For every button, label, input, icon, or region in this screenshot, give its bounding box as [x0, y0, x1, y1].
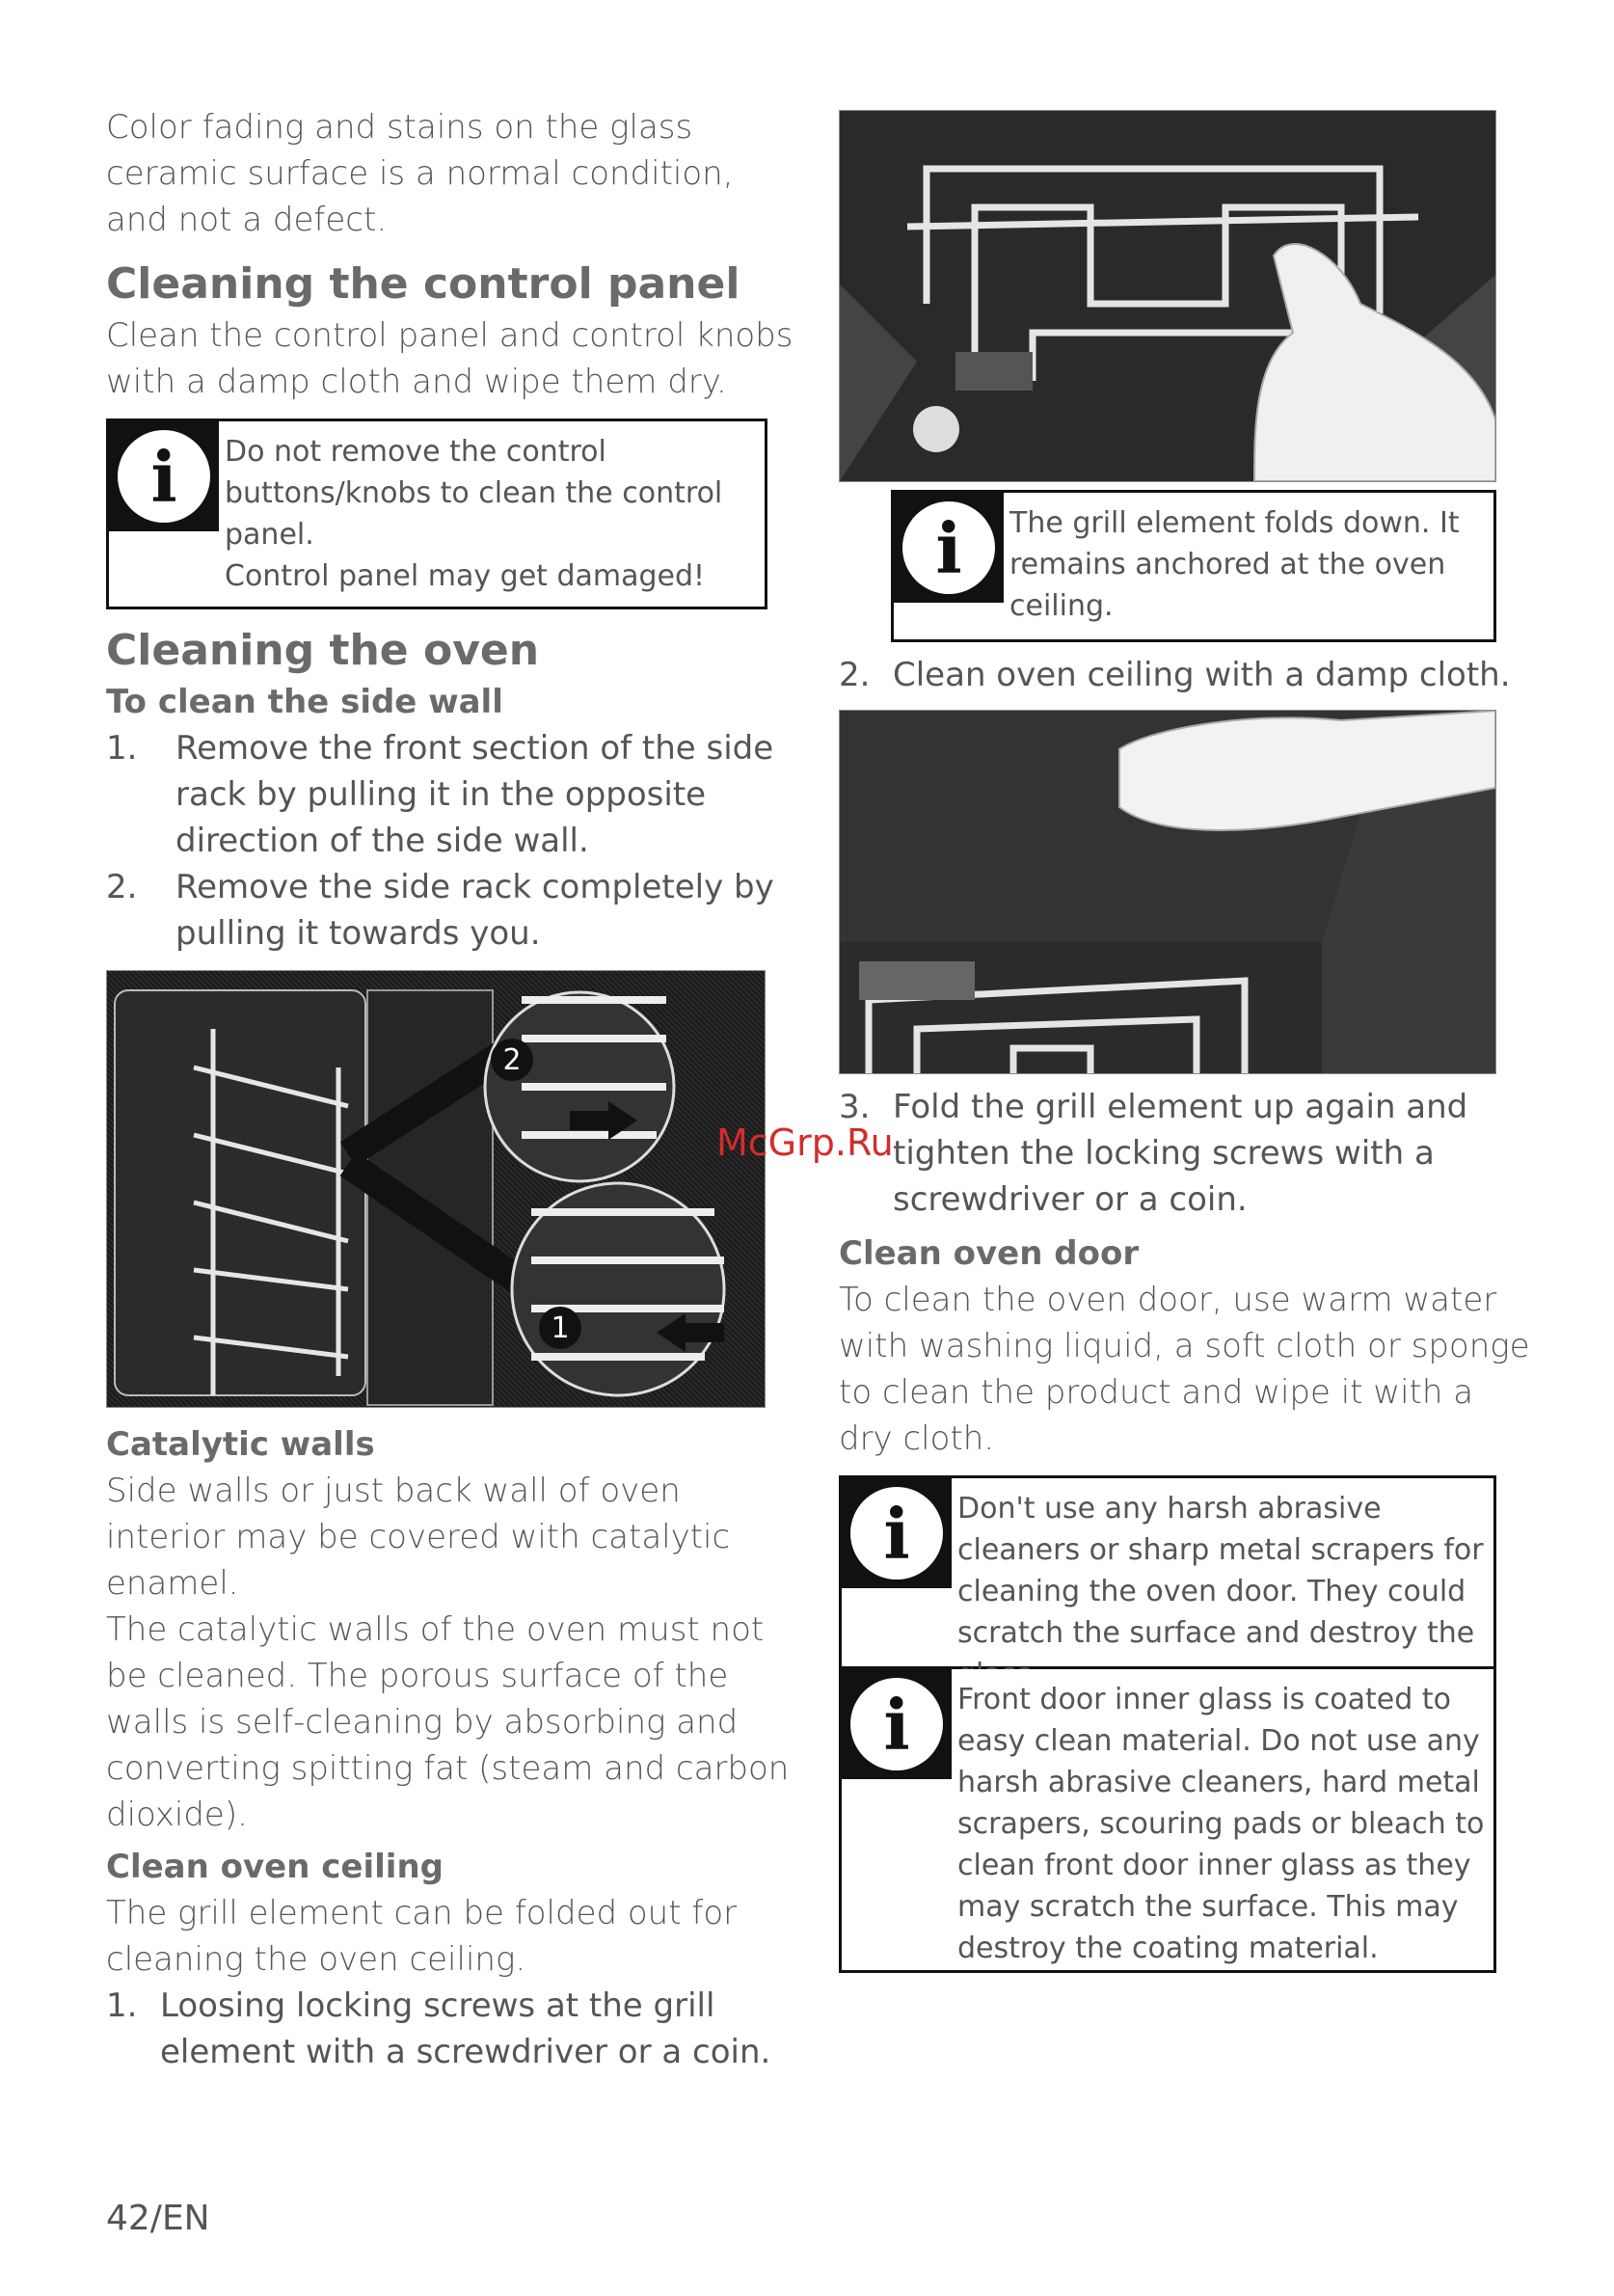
intro-text: Color fading and stains on the glass ceramic surface is a normal condition, and not a defect. — [106, 108, 734, 239]
ceiling-step-3 — [839, 1084, 1533, 1223]
heading-catalytic: Catalytic walls — [106, 1425, 375, 1464]
ceiling-wipe-figure — [839, 710, 1496, 1074]
heading-clean-oven-door: Clean oven door — [839, 1234, 1140, 1273]
page-number: 42/EN — [106, 2199, 210, 2238]
side-rack-illustration — [107, 971, 765, 1407]
oven-door-text: To clean the oven door, use warm water with washing liquid, a soft cloth or sponge to clean the product and wipe it with a dry cloth. — [839, 1281, 1530, 1458]
oven-door-notes — [839, 1475, 1496, 1973]
note-grill-folds-text: The grill element folds down. It remains anchored at the oven ceiling. — [1009, 506, 1460, 623]
figure-label-1: 1 — [551, 1311, 570, 1345]
grill-fold-illustration — [840, 111, 1495, 481]
side-wall-steps — [106, 725, 800, 957]
catalytic-text-2: The catalytic walls of the oven must not be cleaned. The porous surface of the walls is self-cleaning by absorbing and converting spitting fat (steam and carbon dioxide). — [106, 1610, 790, 1834]
watermark: McGrp.Ru — [716, 1121, 894, 1164]
note-inner-glass — [842, 1669, 1493, 1970]
ceiling-wipe-illustration — [840, 711, 1495, 1073]
info-icon: i — [842, 1478, 952, 1588]
heading-cleaning-oven: Cleaning the oven — [106, 626, 540, 675]
left-column — [106, 104, 800, 2075]
heading-clean-oven-ceiling: Clean oven ceiling — [106, 1848, 444, 1886]
note-inner-glass-text: Front door inner glass is coated to easy clean material. Do not use any harsh abrasive cleaners, hard metal scrapers, scouring pads or bleach to clean front door inner glass as they may scratch the surface. This may destroy the coating material. — [957, 1683, 1485, 1965]
list-item: 1. Loosing locking screws at the grill element with a screwdriver or a coin. — [106, 1986, 771, 2071]
ceiling-steps — [106, 1983, 800, 2075]
info-icon: i — [109, 421, 219, 531]
ceiling-step-2 — [839, 652, 1533, 698]
info-icon: i — [894, 493, 1004, 603]
note-line-2: Control panel may get damaged! — [225, 559, 706, 593]
catalytic-text-1: Side walls or just back wall of oven interior may be covered with catalytic enamel. — [106, 1472, 731, 1603]
note-control-panel — [106, 419, 767, 609]
heading-control-panel: Cleaning the control panel — [106, 259, 740, 309]
list-item: 2. Remove the side rack completely by pulling it towards you. — [106, 868, 774, 953]
grill-fold-figure — [839, 110, 1496, 482]
list-item: 2. Clean oven ceiling with a damp cloth. — [839, 656, 1511, 694]
right-column — [839, 110, 1533, 1973]
note-line-1: Do not remove the control buttons/knobs to clean the control panel. — [225, 435, 723, 552]
note-abrasive-cleaners-text: Don't use any harsh abrasive cleaners or sharp metal scrapers for cleaning the oven door. They could scratch the surface and destroy the — [957, 1492, 1484, 1650]
note-control-panel-text — [219, 421, 765, 607]
figure-label-2: 2 — [502, 1043, 522, 1077]
control-panel-text: Clean the control panel and control knobs with a damp cloth and wipe them dry. — [106, 316, 794, 401]
list-item: 3. Fold the grill element up again and tighten the locking screws with a screwdriver or a coin. — [839, 1088, 1468, 1219]
list-item: 1. Remove the front section of the side rack by pulling it in the opposite direction of the side wall. — [106, 729, 774, 860]
ceiling-text: The grill element can be folded out for cleaning the oven ceiling. — [106, 1894, 738, 1979]
side-rack-figure — [106, 970, 766, 1408]
note-abrasive-cleaners — [842, 1478, 1493, 1669]
note-grill-folds — [891, 490, 1496, 642]
heading-side-wall: To clean the side wall — [106, 683, 503, 721]
info-icon: i — [842, 1669, 952, 1779]
